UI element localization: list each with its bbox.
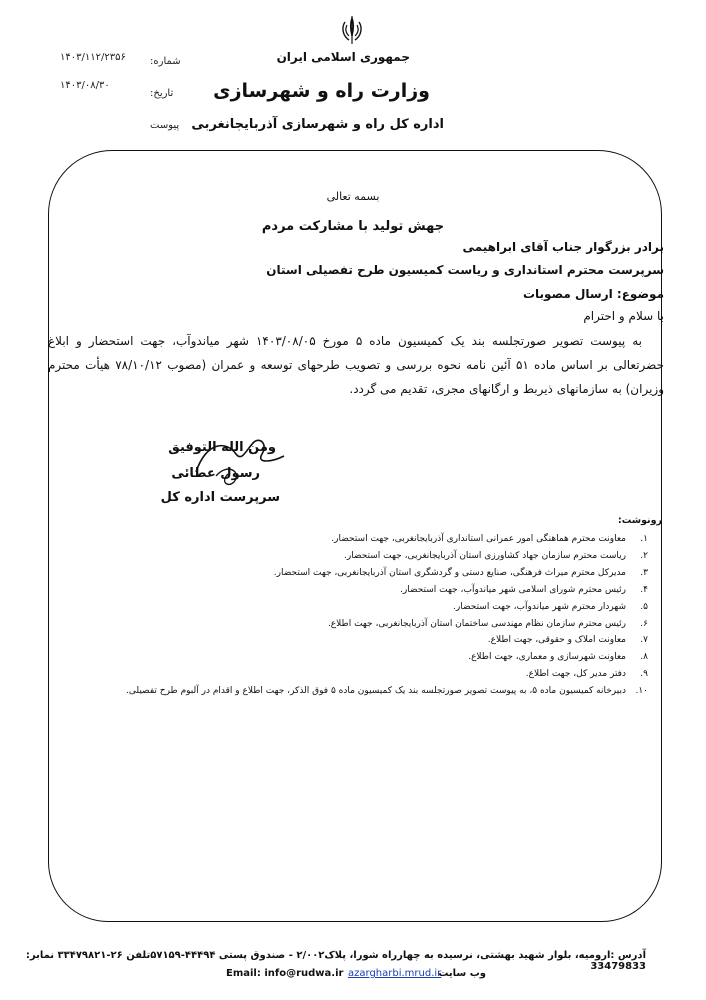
- cc-item-number: ۷.: [640, 635, 648, 646]
- cc-item-text: رئیس محترم شورای اسلامی شهر میاندوآب، جهت استحضار.: [399, 584, 626, 595]
- country-name: جمهوری اسلامی ایران: [276, 50, 410, 64]
- signer-title: سرپرست اداره کل: [160, 490, 280, 505]
- cc-item-text: ریاست محترم سازمان جهاد کشاورزی استان آذربایجانغربی، جهت استحضار.: [343, 550, 626, 561]
- cc-item: [48, 632, 648, 649]
- cc-item-number: ۱۰.: [635, 686, 648, 697]
- cc-item: [48, 582, 648, 599]
- ministry-name: وزارت راه و شهرسازی: [213, 80, 430, 102]
- number-label: شماره:: [150, 56, 181, 67]
- greeting: با سلام و احترام: [583, 309, 664, 323]
- cc-item: [48, 666, 648, 683]
- cc-item-text: شهردار محترم شهر میاندوآب، جهت استحضار.: [453, 601, 626, 612]
- date-label: تاریخ:: [150, 88, 174, 99]
- cc-item: [48, 616, 648, 633]
- cc-item-number: ۴.: [640, 584, 648, 595]
- iran-emblem-icon: [335, 14, 369, 48]
- attachment-label: پیوست: [150, 120, 180, 131]
- cc-item-number: ۳.: [640, 567, 648, 578]
- bismillah: بسمه تعالی: [326, 190, 380, 203]
- footer-website-link[interactable]: azargharbi.mrud.ir: [348, 968, 442, 979]
- cc-item-text: دبیرخانه کمیسیون ماده ۵، به پیوست تصویر صورتجلسه بند یک کمیسیون ماده ۵ فوق الذکر، جهت اطلاع و اقدام در آلبوم طرح تفصیلی.: [125, 686, 626, 697]
- department-name: اداره کل راه و شهرسازی آذربایجانغربی: [191, 117, 444, 132]
- number-value: ۱۴۰۳/۱۱۲/۲۳۵۶: [60, 52, 126, 63]
- cc-item: [48, 649, 648, 666]
- addressee-line-2: سرپرست محترم استانداری و ریاست کمیسیون طرح تفصیلی استان: [266, 263, 664, 277]
- footer-email: Email: info@rudwa.ir: [226, 968, 344, 979]
- footer-website-label: وب سایت: [438, 968, 486, 979]
- cc-item-number: ۸.: [640, 652, 648, 663]
- slogan: جهش تولید با مشارکت مردم: [261, 219, 445, 234]
- cc-item-text: دفتر مدیر کل، جهت اطلاع.: [525, 669, 626, 680]
- letter-body: به پیوست تصویر صورتجلسه بند یک کمیسیون ماده ۵ مورخ ۱۴۰۳/۰۸/۰۵ شهر میاندوآب، جهت استحضار و ابلاغ حضرتعالی بر اساس ماده ۵۱ آئین نامه نحوه بررسی و تصویب طرحهای توسعه و عمران (مصوب ۷۸/۱۰/۱۲ هیأت محترم وزیران) به سازمانهای ذیربط و ارگانهای مجری، تقدیم می گردد.: [48, 334, 665, 396]
- date-value: ۱۴۰۳/۰۸/۳۰: [60, 80, 110, 91]
- cc-list: [48, 531, 648, 700]
- cc-item-number: ۶.: [640, 618, 648, 629]
- cc-item: [48, 548, 648, 565]
- cc-item-text: رئیس محترم سازمان نظام مهندسی ساختمان استان آذربایجانغربی، جهت اطلاع.: [327, 618, 626, 629]
- cc-item: [48, 599, 648, 616]
- cc-item-text: معاونت شهرسازی و معماری، جهت اطلاع.: [468, 652, 626, 663]
- closing-phrase: ومن الله التوفیق: [168, 440, 276, 455]
- cc-title: رونوشت:: [617, 515, 662, 526]
- cc-item-number: ۹.: [640, 669, 648, 680]
- cc-item: [48, 683, 648, 700]
- cc-item-number: ۲.: [640, 550, 648, 561]
- signer-name: رسول عطائی: [171, 466, 260, 481]
- cc-item-text: مدیرکل محترم میراث فرهنگی، صنایع دستی و گردشگری استان آذربایجانغربی، جهت استحضار.: [273, 567, 626, 578]
- cc-item-text: معاونت محترم هماهنگی امور عمرانی استانداری آذربایجانغربی، جهت استحضار.: [331, 534, 626, 544]
- footer-address: آدرس :ارومیه، بلوار شهید بهشتی، نرسیده به چهارراه شورا، پلاک۲/۰۰۲ - صندوق پستی ۴۴۴۹۴-۵۷۱۵۹تلفن ۲۶-۳۳۴۷۹۸۲۱ نمابر: 33479833: [25, 950, 646, 972]
- cc-item-number: ۵.: [640, 601, 648, 612]
- cc-item-number: ۱.: [640, 534, 648, 544]
- cc-item: [48, 565, 648, 582]
- addressee-line-1: برادر بزرگوار جناب آقای ابراهیمی: [462, 240, 664, 254]
- cc-item-text: معاونت املاک و حقوقی، جهت اطلاع.: [487, 635, 626, 646]
- subject-line: موضوع: ارسال مصوبات: [522, 287, 664, 301]
- cc-item: [48, 531, 648, 548]
